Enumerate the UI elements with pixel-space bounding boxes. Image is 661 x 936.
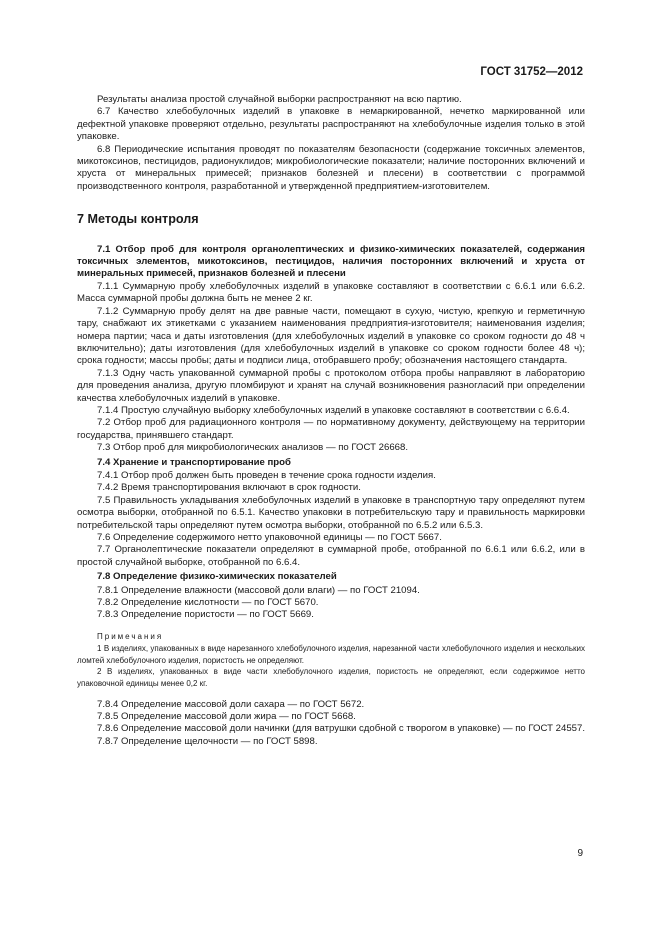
paragraph-7-6: 7.6 Определение содержимого нетто упаковочной единицы — по ГОСТ 5667. — [97, 532, 442, 543]
paragraph-7-8-5: 7.8.5 Определение массовой доли жира — по ГОСТ 5668. — [97, 711, 356, 723]
subsection-heading-7-1: 7.1 Отбор проб для контроля органолептических и физико-химических показателей, содержания токсичных элементов, микотоксинов, пестицидов, наличия посторонних включений и хруста от минеральных примесей, признаков болезней и плесени — [77, 243, 585, 280]
paragraph-7-8-1: 7.8.1 Определение влажности (массовой доли влаги) — по ГОСТ 21094. — [97, 584, 420, 596]
subsection-heading-7-8: 7.8 Определение физико-химических показателей — [97, 571, 337, 583]
paragraph-7-7: 7.7 Органолептические показатели определяют в суммарной пробе, отобранной по 6.6.1 или 6.6.2, или в простой случайной выборке, отобранной по 6.6.4. — [77, 544, 585, 568]
notes-heading: Примечания — [97, 631, 164, 641]
document-id: ГОСТ 31752—2012 — [480, 66, 583, 78]
paragraph-6-8: 6.8 Периодические испытания проводят по показателям безопасности (содержание токсичных элементов, микотоксинов, пестицидов, радионуклидов; микробиологические показатели; наличие посторонних включений и хруста от минеральных примесей; признаков болезней и плесени) в соответствии с программой производственного контроля, разработанной и утвержденной предприятием-изготовителем. — [77, 143, 585, 192]
paragraph: Результаты анализа простой случайной выборки распространяют на всю партию. — [97, 94, 462, 105]
paragraph-7-8-3: 7.8.3 Определение пористости — по ГОСТ 5669. — [97, 609, 314, 621]
paragraph-7-8-6: 7.8.6 Определение массовой доли начинки (для ватрушки сдобной с творогом в упаковке) — по ГОСТ 24557. — [97, 723, 585, 735]
paragraph-7-1-4: 7.1.4 Простую случайную выборку хлебобулочных изделий в упаковке составляют в соответствии с 6.6.4. — [97, 404, 570, 416]
page-number: 9 — [577, 848, 583, 859]
paragraph-7-8-4: 7.8.4 Определение массовой доли сахара — по ГОСТ 5672. — [97, 698, 365, 710]
paragraph-7-2: 7.2 Отбор проб для радиационного контроля — по нормативному документу, действующему на территории государства, принявшего стандарт. — [77, 417, 585, 441]
paragraph-7-3: 7.3 Отбор проб для микробиологических анализов — по ГОСТ 26668. — [97, 442, 408, 454]
note-2: 2 В изделиях, упакованных в виде части хлебобулочного изделия, пористость не определяют, если содержимое нетто упаковочной единицы менее 0,2 кг. — [77, 667, 585, 689]
section-heading-7: 7 Методы контроля — [77, 212, 199, 227]
paragraph-6-7: 6.7 Качество хлебобулочных изделий в упаковке в немаркированной, нечетко маркированной или дефектной упаковке проверяют отдельно, результаты распространяют на хлебобулочные изделия только в этой упаковке. — [77, 106, 585, 143]
paragraph-7-4-2: 7.4.2 Время транспортирования включают в срок годности. — [97, 482, 361, 494]
page-body — [77, 94, 585, 748]
paragraph-7-1-3: 7.1.3 Одну часть упакованной суммарной пробы с протоколом отбора пробы направляют в лабораторию для проведения анализа, другую пломбируют и хранят на случай возникновения разногласий при определении качества хлебобулочных изделий в упаковке. — [77, 367, 585, 404]
paragraph-7-1-2: 7.1.2 Суммарную пробу делят на две равные части, помещают в сухую, чистую, крепкую и герметичную тару, снабжают их этикетками с указанием наименования предприятия-изготовителя; наименования изделия; номера партии; часа и даты изготовления (для хлебобулочных изделий в упаковке со сроком годности до 48 ч включительно); даты изготовления (для хлебобулочных изделий в упаковке со сроком годности более 48 ч); срока годности; массы пробы; даты и подписи лица, отобравшего пробу; обозначения настоящего стандарта. — [77, 305, 585, 367]
subsection-heading-7-4: 7.4 Хранение и транспортирование проб — [97, 456, 291, 468]
paragraph-7-8-7: 7.8.7 Определение щелочности — по ГОСТ 5898. — [97, 735, 318, 747]
note-1: 1 В изделиях, упакованных в виде нарезанного хлебобулочного изделия, нарезанной части хлебобулочного изделия и нескольких ломтей хлебобулочного изделия, пористость не определяют. — [77, 644, 585, 665]
paragraph-7-8-2: 7.8.2 Определение кислотности — по ГОСТ 5670. — [97, 597, 319, 609]
paragraph-7-4-1: 7.4.1 Отбор проб должен быть проведен в течение срока годности изделия. — [97, 469, 436, 481]
paragraph-7-5: 7.5 Правильность укладывания хлебобулочных изделий в упаковке в транспортную тару определяют путем осмотра выборки, отобранной по 6.5.1. Качество упаковки в потребительскую тару и правильность маркировки потребительской тары определяют путем осмотра выборки, отобранной по 6.5.2 или 6.5.3. — [77, 494, 585, 531]
paragraph-7-1-1: 7.1.1 Суммарную пробу хлебобулочных изделий в упаковке составляют в соответствии с 6.6.1 или 6.6.2. Масса суммарной пробы должна быть не менее 2 кг. — [77, 280, 585, 305]
